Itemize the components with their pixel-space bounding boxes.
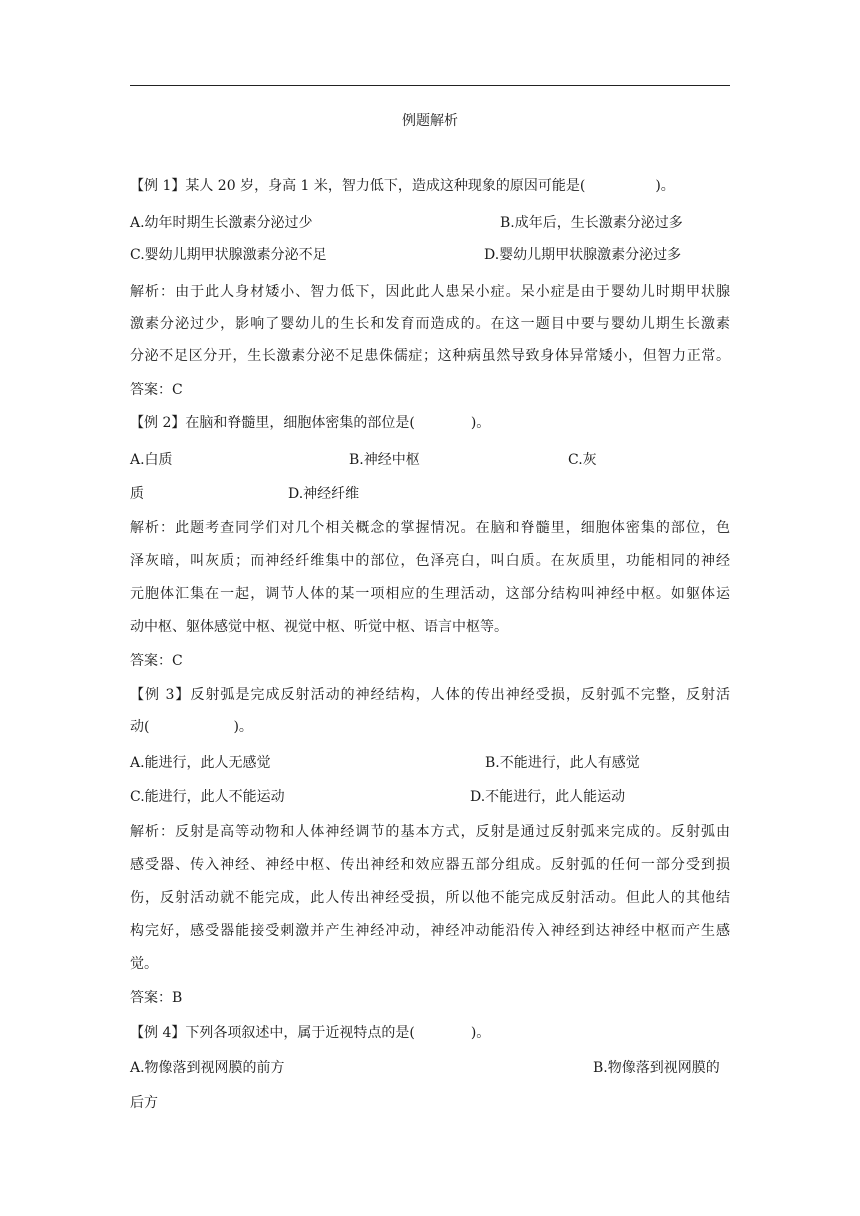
q2-analysis-line: 泽灰暗，叫灰质；而神经纤维集中的部位，色泽亮白，叫白质。在灰质里，功能相同的神经 <box>130 553 730 569</box>
page-title: 例题解析 <box>402 113 458 129</box>
q3-stem: 【例 3】反射弧是完成反射活动的神经结构，人体的传出神经受损，反射弧不完整，反射活 <box>130 687 730 703</box>
q1-option-c: C.婴幼儿期甲状腺激素分泌不足 <box>130 247 327 263</box>
q1-option-d: D.婴幼儿期甲状腺激素分泌过多 <box>484 247 682 263</box>
q2-analysis-line: 元胞体汇集在一起，调节人体的某一项相应的生理活动，这部分结构叫神经中枢。如躯体运 <box>130 586 730 602</box>
q3-option-d: D.不能进行，此人能运动 <box>470 789 626 805</box>
q3-answer: 答案：B <box>130 990 183 1006</box>
q2-option-a: A.白质 <box>130 452 173 468</box>
q3-option-a: A.能进行，此人无感觉 <box>130 755 271 771</box>
q2-option-c: C.灰 <box>568 452 597 468</box>
q3-analysis-line: 感受器、传入神经、神经中枢、传出神经和效应器五部分组成。反射弧的任何一部分受到损 <box>130 857 730 873</box>
q4-option-b-wrap: 后方 <box>130 1095 158 1111</box>
header-rule <box>130 85 730 86</box>
q3-stem-continued: 动( )。 <box>130 719 253 735</box>
q3-analysis-line: 伤，反射活动就不能完成，此人传出神经受损，所以他不能完成反射活动。但此人的其他结 <box>130 890 730 906</box>
q1-option-b: B.成年后，生长激素分泌过多 <box>500 215 683 231</box>
q2-option-c-wrap: 质 <box>130 486 144 502</box>
q4-stem: 【例 4】下列各项叙述中，属于近视特点的是( )。 <box>130 1025 491 1041</box>
q2-stem: 【例 2】在脑和脊髓里，细胞体密集的部位是( )。 <box>130 415 491 431</box>
q1-analysis-line: 分泌不足区分开，生长激素分泌不足患侏儒症；这种病虽然导致身体异常矮小，但智力正常。 <box>130 348 730 364</box>
q1-stem: 【例 1】某人 20 岁，身高 1 米，智力低下，造成这种现象的原因可能是( )。 <box>130 178 675 194</box>
q2-option-b: B.神经中枢 <box>349 452 420 468</box>
q2-option-d: D.神经纤维 <box>288 486 360 502</box>
q1-analysis-line: 激素分泌过少，影响了婴幼儿的生长和发育而造成的。在这一题目中要与婴幼儿期生长激素 <box>130 316 730 332</box>
q2-answer: 答案：C <box>130 653 183 669</box>
q2-analysis-line: 解析：此题考查同学们对几个相关概念的掌握情况。在脑和脊髓里，细胞体密集的部位，色 <box>130 520 730 536</box>
q4-option-b: B.物像落到视网膜的 <box>593 1060 720 1076</box>
q1-analysis-line: 解析：由于此人身材矮小、智力低下，因此此人患呆小症。呆小症是由于婴幼儿时期甲状腺 <box>130 284 730 300</box>
q1-option-a: A.幼年时期生长激素分泌过少 <box>130 215 313 231</box>
q3-analysis-line: 解析：反射是高等动物和人体神经调节的基本方式，反射是通过反射弧来完成的。反射弧由 <box>130 824 730 840</box>
q3-analysis-line: 觉。 <box>130 956 158 972</box>
q4-option-a: A.物像落到视网膜的前方 <box>130 1060 285 1076</box>
q3-analysis-line: 构完好，感受器能接受刺激并产生神经冲动，神经冲动能沿传入神经到达神经中枢而产生感 <box>130 923 730 939</box>
q3-option-b: B.不能进行，此人有感觉 <box>485 755 640 771</box>
q3-option-c: C.能进行，此人不能运动 <box>130 789 285 805</box>
q2-analysis-line: 动中枢、躯体感觉中枢、视觉中枢、听觉中枢、语言中枢等。 <box>130 619 508 635</box>
q1-answer: 答案：C <box>130 382 183 398</box>
